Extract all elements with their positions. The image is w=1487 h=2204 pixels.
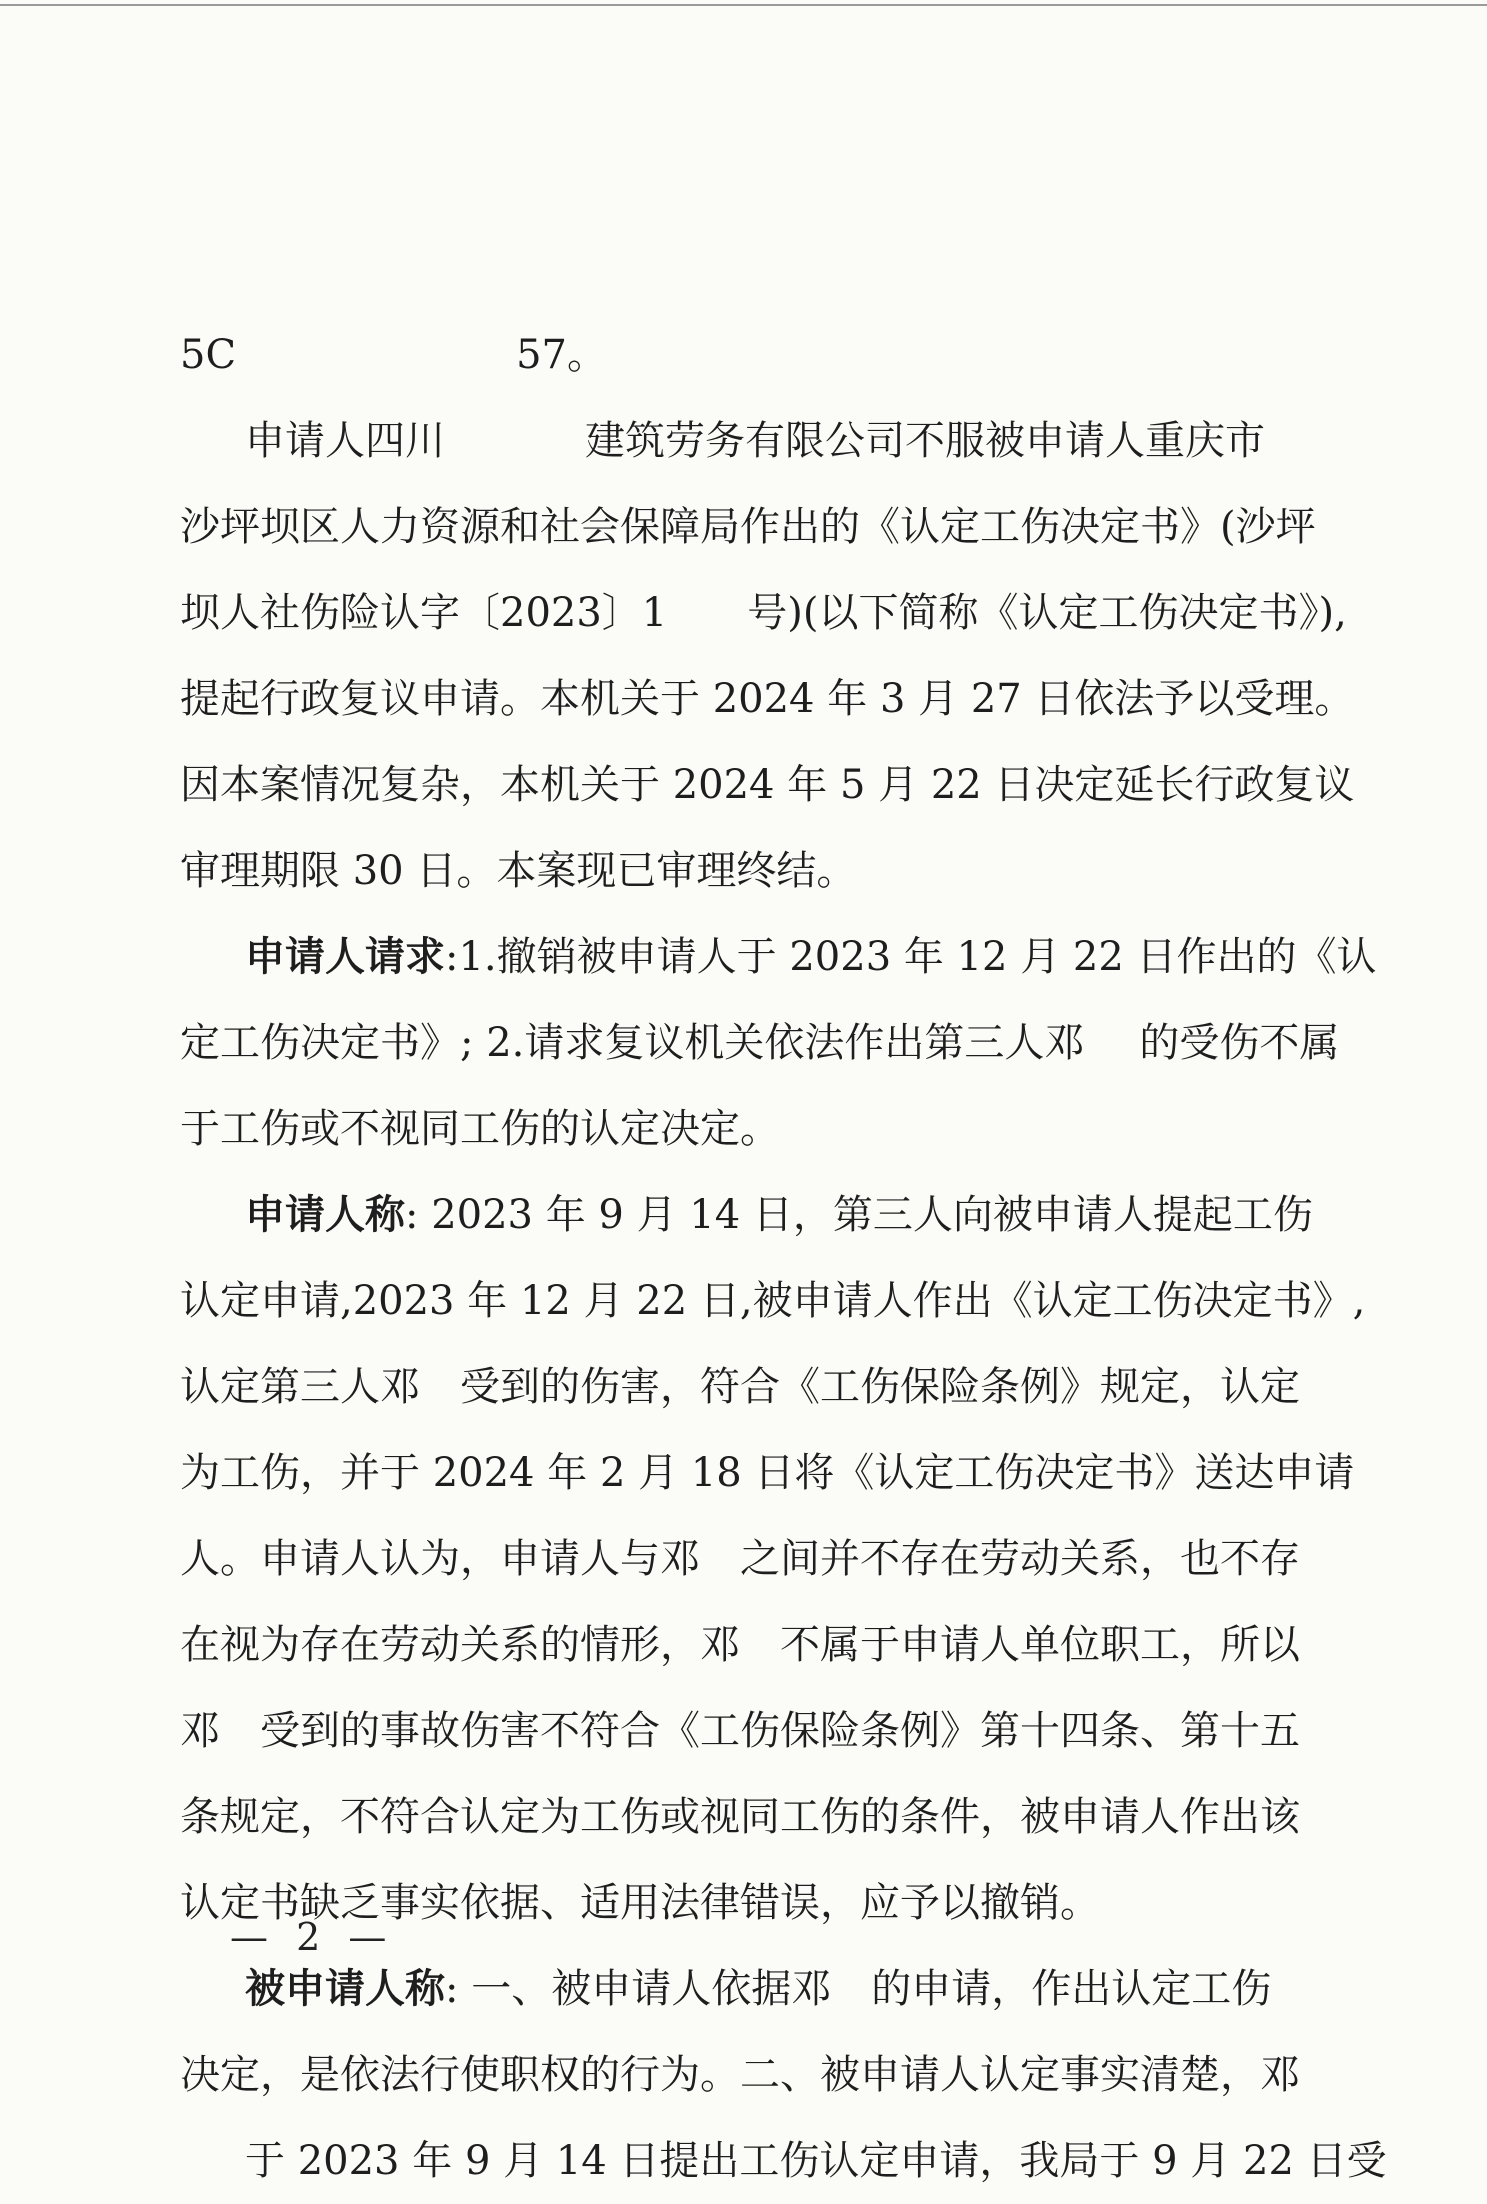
paragraph-3-line-8: 条规定，不符合认定为工伤或视同工伤的条件，被申请人作出该 <box>180 1794 1300 1840</box>
statement-line-3-end: 受到的伤害，符合《工伤保险条例》规定，认定 <box>460 1364 1300 1410</box>
respondent-statement-text-start: : 一、被申请人依据邓 <box>445 1966 832 2012</box>
paragraph-3-line-6 <box>180 1602 1300 1688</box>
paragraph-4-line-2: 决定，是依法行使职权的行为。二、被申请人认定事实清楚，邓 <box>180 2052 1300 2098</box>
paragraph-2-line-2 <box>180 1000 1340 1086</box>
paragraph-3-line-7 <box>180 1688 1300 1774</box>
paragraph-3-line-5 <box>180 1516 1300 1602</box>
reference-tail-part1: 5C <box>180 332 237 378</box>
paragraph-2-line-3: 于工伤或不视同工伤的认定决定。 <box>180 1106 780 1152</box>
paragraph-1-line-6: 审理期限 30 日。本案现已审理终结。 <box>180 848 857 894</box>
reference-tail-line <box>180 312 1270 398</box>
paragraph-2-line-1 <box>180 914 1377 1000</box>
applicant-request-text: :1.撤销被申请人于 2023 年 12 月 22 日作出的《认 <box>445 934 1377 980</box>
paragraph-3-line-1 <box>180 1172 1313 1258</box>
paragraph-3-line-4: 为工伤，并于 2024 年 2 月 18 日将《认定工伤决定书》送达申请 <box>180 1450 1355 1496</box>
paragraph-4-line-3: 于 2023 年 9 月 14 日提出工伤认定申请，我局于 9 月 22 日受 <box>245 2138 1387 2184</box>
paragraph-1-line-2: 沙坪坝区人力资源和社会保障局作出的《认定工伤决定书》(沙坪 <box>180 504 1316 550</box>
statement-line-6-end: 不属于申请人单位职工，所以 <box>780 1622 1300 1668</box>
statement-line-7-end: 受到的事故伤害不符合《工伤保险条例》第十四条、第十五 <box>260 1708 1300 1754</box>
request-text-start: 定工伤决定书》; 2.请求复议机关依法作出第三人邓 <box>180 1020 1085 1066</box>
applicant-request-heading: 申请人请求 <box>245 933 445 980</box>
statement-line-5-start: 人。申请人认为，申请人与邓 <box>180 1536 700 1582</box>
paragraph-1-line-5: 因本案情况复杂，本机关于 2024 年 5 月 22 日决定延长行政复议 <box>180 762 1355 808</box>
applicant-name-start: 申请人四川 <box>245 418 445 464</box>
statement-line-5-end: 之间并不存在劳动关系，也不存 <box>740 1536 1300 1582</box>
paragraph-1-line-1 <box>180 398 1270 484</box>
page-number: — 2 — <box>230 1915 395 1959</box>
applicant-statement-heading: 申请人称 <box>245 1191 405 1238</box>
statement-line-6-start: 在视为存在劳动关系的情形，邓 <box>180 1622 740 1668</box>
paragraph-1-line-4: 提起行政复议申请。本机关于 2024 年 3 月 27 日依法予以受理。 <box>180 676 1355 722</box>
paragraph-1-line-3 <box>180 570 1347 656</box>
statement-line-7-start: 邓 <box>180 1708 220 1754</box>
request-text-end: 的受伤不属 <box>1139 1020 1340 1066</box>
scan-top-edge <box>0 4 1487 6</box>
applicant-statement-text: : 2023 年 9 月 14 日，第三人向被申请人提起工伤 <box>405 1192 1313 1238</box>
decision-number-start: 坝人社伤险认字〔2023〕1 <box>180 590 668 636</box>
paragraph-3-line-2: 认定申请,2023 年 12 月 22 日,被申请人作出《认定工伤决定书》, <box>180 1278 1366 1324</box>
respondent-statement-heading: 被申请人称 <box>245 1965 445 2012</box>
paragraph-3-line-3 <box>180 1344 1300 1430</box>
respondent-statement-text-end: 的申请，作出认定工伤 <box>871 1966 1272 2012</box>
applicant-name-end: 建筑劳务有限公司不服被申请人重庆市 <box>585 418 1265 464</box>
paragraph-3-line-9: 认定书缺乏事实依据、适用法律错误，应予以撤销。 <box>180 1880 1100 1926</box>
decision-number-end: 号)(以下简称《认定工伤决定书》), <box>747 590 1347 636</box>
reference-tail-part2: 57。 <box>516 332 607 378</box>
statement-line-3-start: 认定第三人邓 <box>180 1364 420 1410</box>
